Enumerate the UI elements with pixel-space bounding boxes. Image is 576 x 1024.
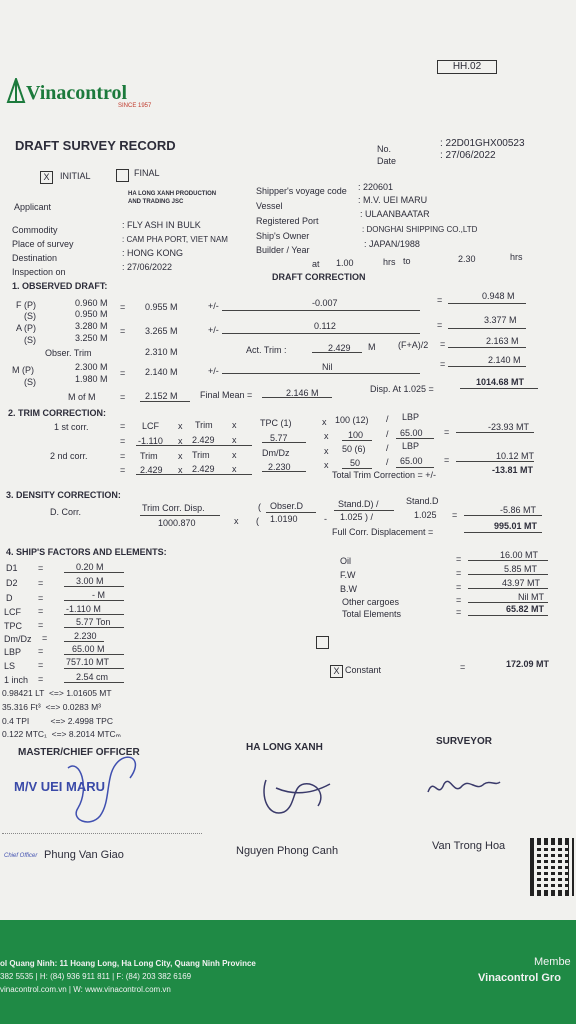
inspection-label: Inspection on: [12, 267, 66, 277]
fpm: +/-: [208, 301, 219, 311]
full-corr-value: 995.01 MT: [494, 521, 538, 531]
final-mean-label: Final Mean =: [200, 390, 253, 400]
mp-value: 2.300 M: [75, 362, 108, 372]
no-label: No.: [377, 144, 392, 154]
ap-label: A (P): [16, 323, 37, 333]
section-ships-factors: 4. SHIP'S FACTORS AND ELEMENTS:: [6, 547, 167, 557]
full-corr-label: Full Corr. Displacement =: [332, 527, 434, 537]
hrs-label-1: hrs: [383, 257, 396, 267]
port-label: Registered Port: [256, 216, 319, 226]
footer-phone: 382 5535 | H: (84) 936 911 811 | F: (84) 203 382 6169: [0, 972, 192, 981]
as-value: 3.250 M: [75, 333, 108, 343]
constant-label: Constant: [345, 665, 382, 675]
company-name: Vinacontrol: [26, 82, 128, 104]
page-title: DRAFT SURVEY RECORD: [15, 138, 176, 153]
mmean-value: 2.140 M: [145, 367, 178, 377]
halongxanh-signature-icon: [256, 766, 336, 822]
density-corr-value: -5.86 MT: [500, 505, 537, 515]
hrs-until: 2.30: [458, 254, 476, 264]
blank-checkbox[interactable]: [316, 636, 329, 649]
fres-value: 0.948 M: [482, 291, 515, 301]
fs-value: 0.950 M: [75, 309, 108, 319]
second-corr-label: 2 nd corr.: [50, 451, 88, 461]
commodity-label: Commodity: [12, 225, 58, 235]
ares-value: 3.377 M: [484, 315, 517, 325]
hrs-label-2: hrs: [510, 252, 523, 262]
act-trim-unit: M: [368, 342, 376, 352]
draft-correction-heading: DRAFT CORRECTION: [272, 272, 366, 282]
footer-web: vinacontrol.com.vn | W: www.vinacontrol.com.vn: [0, 985, 171, 994]
obs-trim-label: Obser. Trim: [45, 348, 92, 358]
master-signature-icon: [60, 748, 150, 832]
mres-value: 2.140 M: [488, 355, 521, 365]
stand-d-divisor-value: 1.025: [414, 510, 437, 520]
final-checkbox[interactable]: [116, 169, 129, 182]
footer-group: Vinacontrol Gro: [478, 972, 561, 984]
ms-label: (S): [24, 377, 36, 387]
halongxanh-title: HA LONG XANH: [246, 742, 323, 753]
applicant-label: Applicant: [14, 202, 52, 212]
mofm-label: M of M: [68, 392, 96, 402]
stand-d-label: Stand.D) /: [338, 499, 379, 509]
place-value: : CAM PHA PORT, VIET NAM: [122, 235, 228, 244]
place-label: Place of survey: [12, 239, 74, 249]
fa2-value: 2.163 M: [486, 336, 519, 346]
section-trim-correction: 2. TRIM CORRECTION:: [8, 408, 106, 418]
act-trim-label: Act. Trim :: [246, 345, 287, 355]
ms-value: 1.980 M: [75, 374, 108, 384]
total-trim-label: Total Trim Correction = +/-: [332, 470, 437, 480]
constant-value: 172.09 MT: [506, 659, 550, 669]
hrs-to: to: [403, 256, 411, 266]
mcorr-value: Nil: [322, 362, 333, 372]
dcorr-label: D. Corr.: [50, 507, 82, 517]
halongxanh-name: Nguyen Phong Canh: [236, 845, 339, 857]
hrs-at: at: [312, 259, 320, 269]
qr-code-icon: [530, 838, 574, 896]
chief-officer-prefix: Chief Officer: [4, 853, 38, 859]
mpm: +/-: [208, 366, 219, 376]
trim-corr-disp-value: 1000.870: [158, 518, 196, 528]
fs-label: (S): [24, 311, 36, 321]
mofm-value: 2.152 M: [145, 391, 178, 401]
fcorr-value: -0.007: [312, 298, 338, 308]
date-label: Date: [377, 156, 397, 166]
amean-value: 3.265 M: [145, 326, 178, 336]
acorr-value: 0.112: [314, 321, 336, 331]
trim-corr-disp-label: Trim Corr. Disp.: [142, 503, 205, 513]
fp-value: 0.960 M: [75, 298, 108, 308]
applicant-value: HA LONG XANH PRODUCTION AND TRADING JSC: [128, 191, 217, 205]
builder-label: Builder / Year: [256, 245, 310, 255]
owner-value: : DONGHAI SHIPPING CO.,LTD: [362, 225, 478, 234]
form-code: HH.02: [437, 60, 497, 74]
footer: [0, 920, 576, 1024]
as-label: (S): [24, 335, 36, 345]
survey-sheet: HH.02 Vinacontrol SINCE 1957 DRAFT SURVEY RECORD No. : 22D01GHX00523 Date : 27/06/2022 X INITIAL FINAL Applicant HA LONG XANH PRODUCTION AND TRADING JSC Commodity : FLY ASH IN BULK Place of survey : CAM PHA PORT, VIET NAM Destination : HONG KONG Inspection on : 27/06/2022 Shipper's voyage code : 220601 Vessel : M.V. UEI MARU Registered Port : ULAANBAATAR Ship's Owner : DONGHAI SHIPPING CO.,LTD Builder / Year : JAPAN/1988 at 1.00 hrs to 2.30 hrs 1. OBSERVED DRAFT: DRAFT CORRECTION F (P) (S) 0.960 M 0.950 M = 0.955 M +/- -0.007 = 0.948 M A (P) (S) 3.280 M 3.250 M = 3.265 M +/- 0.112 = 3.377 M Obser. Trim 2.310 M Act. Trim : 2.429 M (F+A)/2 = 2.163 M M (P) (S) 2.300 M 1.980 M = 2.140 M +/- Nil = 2.140 M M of M = 2.152 M Final Mean = 2.146 M Disp. At 1.025 = 1014.68 MT 2. TRIM CORRECTION: 1 st corr. 2 nd corr. = LCF x Trim x TPC (1) x 100 (12) / LBP = -1.110 x 2.429 x 5.77 x 100 / 65.00 = -23.93 MT = Trim x Trim x Dm/Dz x 50 (6) / LBP = 2.429 x 2.429 x 2.230 x 50 / 65.00 = 10.12 MT Total Trim Correction = +/- -13.81 MT 3. DENSITY CORRECTION: D. Corr. Trim Corr. Disp. 1000.870 ( x ( Obser.D 1.0190 - Stand.D) / 1.025 ) / Stand.D 1.025 = -5.86 MT Full Corr. Displacement = 995.01 MT 4. SHIP'S FACTORS AND ELEMENTS: D1 = 0.20 M D2 = 3.00 M D = - M LCF = -1.110 M TPC = 5.77 Ton Dm/Dz = 2.230 LBP = 65.00 M LS = 757.10 MT 1 inch = 2.54 cm 0.98421 LT <=> 1.01605 MT 35.316 Ft³ <=> 0.0283 M³ 0.4 TPI <=> 2.4998 TPC 0.122 MTC₁ <=> 8.2014 MTCₘ Oil = 16.00 MT F.W = 5.85 MT B.W = 43.97 MT Other cargoes = Nil MT Total Elements = 65.82 MT X Constant = 172.09 MT MASTER/CHIEF OFFICER HA LONG XANH SURVEYOR M/V UEI MARU Chief Officer Phung Van Giao Nguyen Phong Canh Van Trong Hoa ol Quang Ninh: 11 Hoang Long, Ha Long City, Quang Ninh Province 382 5535 | H: (84) 936 911 811 | F: (84) 203 382 6169 vinacontrol.com.vn | W: www.vinacontrol.com.vn Membe Vinacontrol Gro: [0, 0, 576, 1024]
vessel-label: Vessel: [256, 201, 283, 211]
stand-d-divisor-label: Stand.D: [406, 496, 439, 506]
footer-address: ol Quang Ninh: 11 Hoang Long, Ha Long City, Quang Ninh Province: [0, 959, 256, 968]
surveyor-name: Van Trong Hoa: [432, 840, 506, 852]
builder-value: : JAPAN/1988: [364, 239, 420, 249]
destination-label: Destination: [12, 253, 58, 263]
commodity-value: : FLY ASH IN BULK: [122, 220, 201, 230]
destination-value: : HONG KONG: [122, 248, 184, 258]
section-observed-draft: 1. OBSERVED DRAFT:: [12, 281, 108, 291]
total-trim-value: -13.81 MT: [492, 465, 534, 475]
obser-d-value: 1.0190: [270, 514, 298, 524]
ap-value: 3.280 M: [75, 321, 108, 331]
section-density-correction: 3. DENSITY CORRECTION:: [6, 490, 121, 500]
disp-value: 1014.68 MT: [476, 377, 525, 387]
final-label: FINAL: [134, 168, 160, 178]
ship-stamp: M/V UEI MARU: [14, 779, 105, 794]
disp-label: Disp. At 1.025 =: [370, 384, 434, 394]
fp-label: F (P): [16, 300, 36, 310]
constant-checkbox[interactable]: X: [330, 665, 343, 678]
surveyor-signature-icon: [424, 770, 504, 806]
fa2-label: (F+A)/2: [398, 340, 429, 350]
surveyor-title: SURVEYOR: [436, 736, 492, 747]
initial-label: INITIAL: [60, 171, 91, 181]
obser-d-label: Obser.D: [270, 501, 304, 511]
vessel-value: : M.V. UEI MARU: [358, 195, 428, 205]
voyage-code-label: Shipper's voyage code: [256, 186, 347, 196]
footer-member: Membe: [534, 956, 571, 968]
final-mean-value: 2.146 M: [286, 388, 319, 398]
date-value: : 27/06/2022: [440, 150, 496, 161]
mp-label: M (P): [12, 365, 34, 375]
stand-d-value: 1.025 ) /: [340, 512, 374, 522]
apm: +/-: [208, 325, 219, 335]
first-corr-label: 1 st corr.: [54, 422, 89, 432]
fmean-value: 0.955 M: [145, 302, 178, 312]
vinacontrol-logo-icon: [6, 78, 26, 104]
master-title: MASTER/CHIEF OFFICER: [18, 747, 140, 758]
hrs-from: 1.00: [336, 258, 354, 268]
no-value: : 22D01GHX00523: [440, 138, 525, 149]
owner-label: Ship's Owner: [256, 231, 310, 241]
voyage-code-value: : 220601: [358, 182, 394, 192]
initial-checkbox[interactable]: X: [40, 171, 53, 184]
port-value: : ULAANBAATAR: [360, 209, 430, 219]
act-trim-value: 2.429: [328, 343, 351, 353]
master-name: Phung Van Giao: [44, 849, 124, 861]
inspection-value: : 27/06/2022: [122, 262, 173, 272]
obs-trim-value: 2.310 M: [145, 347, 178, 357]
company-since: SINCE 1957: [118, 103, 152, 109]
